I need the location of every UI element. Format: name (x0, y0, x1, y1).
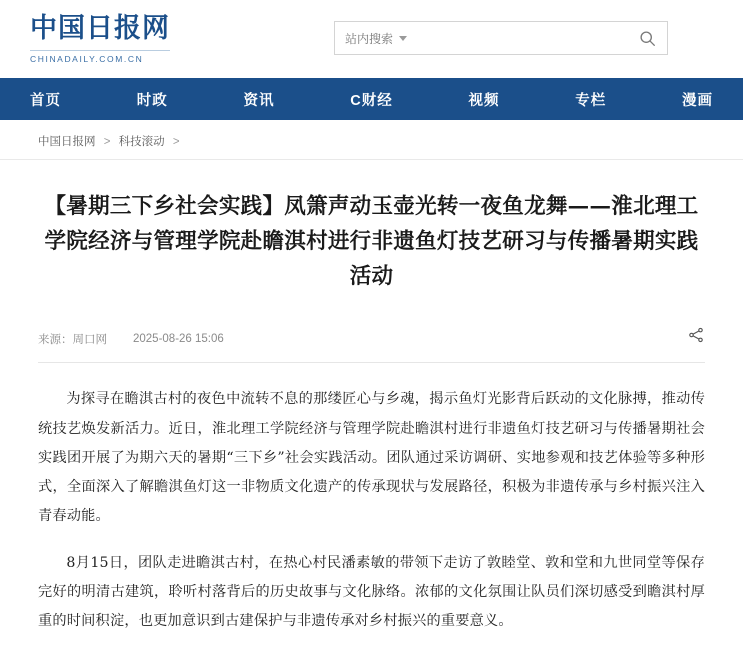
site-logo-chinese: 中国日报网 (30, 13, 170, 45)
search-scope-label: 站内搜索 (345, 31, 394, 46)
breadcrumb-separator-end: > (172, 136, 180, 148)
site-header (0, 0, 743, 78)
main-nav (0, 78, 743, 120)
article-timestamp: 2025-08-26 15:06 (133, 333, 224, 346)
nav-item-politics[interactable]: 时政 (136, 92, 168, 109)
breadcrumb-item-category[interactable]: 科技滚动 (118, 136, 165, 148)
share-icon (687, 326, 705, 344)
nav-item-comic[interactable]: 漫画 (681, 92, 713, 109)
site-logo-english: CHINADAILY.COM.CN (30, 50, 170, 64)
search-input[interactable] (417, 22, 627, 54)
article-paragraph: 为探寻在瞻淇古村的夜色中流转不息的那缕匠心与乡魂，揭示鱼灯光影背后跃动的文化脉搏，推动传统技艺焕发新活力。近日，淮北理工学院经济与管理学院赴瞻淇村进行非遗鱼灯技艺研习与传播暑期社会实践团开展了为期六天的暑期“三下乡”社会实践活动。团队通过采访调研、实地参观和技艺体验等多种形式，全面深入了解瞻淇鱼灯这一非物质文化遗产的传承现状与发展路径，积极为非遗传承与乡村振兴注入青春动能。 (38, 391, 705, 524)
article-paragraph: 8月15日，团队走进瞻淇古村，在热心村民潘素敏的带领下走访了敦睦堂、敦和堂和九世同堂等保存完好的明清古建筑，聆听村落背后的历史故事与文化脉络。浓郁的文化氛围让队员们深切感受到瞻淇村厚重的时间积淀，也更加意识到古建保护与非遗传承对乡村振兴的重要意义。 (38, 555, 705, 630)
nav-item-news[interactable]: 资讯 (243, 92, 275, 109)
nav-item-home[interactable]: 首页 (30, 92, 61, 109)
search-button[interactable] (627, 22, 667, 54)
search-icon (639, 30, 656, 47)
search-scope-select[interactable] (335, 22, 417, 54)
meta-divider (38, 362, 705, 363)
nav-item-column[interactable]: 专栏 (575, 92, 607, 109)
breadcrumb-item-home[interactable]: 中国日报网 (38, 136, 96, 148)
chevron-down-icon (399, 36, 407, 41)
article-source: 来源：周口网 (38, 334, 107, 347)
nav-item-finance[interactable]: C财经 (350, 92, 393, 109)
search-bar[interactable] (334, 21, 668, 55)
breadcrumb-separator: > (103, 136, 111, 148)
article-meta (38, 328, 705, 350)
breadcrumb (0, 120, 743, 160)
nav-item-video[interactable]: 视频 (468, 92, 500, 109)
article-body (0, 190, 743, 636)
page-title: 【暑期三下乡社会实践】凤箫声动玉壶光转一夜鱼龙舞——淮北理工学院经济与管理学院赴瞻淇村进行非遗鱼灯技艺研习与传播暑期实践活动 (44, 194, 699, 289)
site-logo[interactable] (30, 14, 205, 64)
share-button[interactable] (687, 326, 705, 347)
